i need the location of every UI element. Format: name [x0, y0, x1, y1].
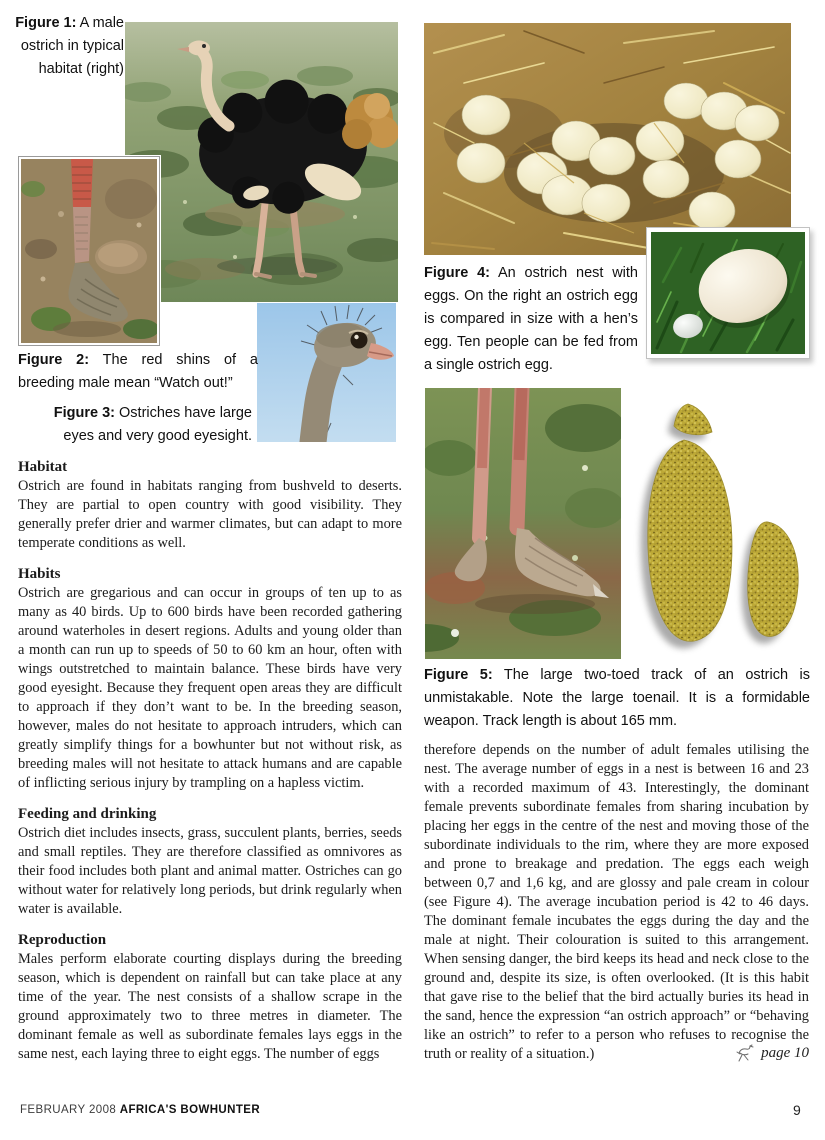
ostrich-in-habitat-illustration — [125, 22, 398, 302]
section-body-reproduction: Males perform elaborate courting displays during the breeding season, which is dependent on rainfall but can take place at any time of the year. The nest consists of a shallow scrape in the ground approximately two to three metres in diameter. The dominant female as well as subordinate females lays eggs in the same nest, each laying three to eight eggs. The number of eggs — [18, 951, 402, 1062]
figure4-photo — [424, 23, 791, 255]
red-shins-illustration — [21, 159, 157, 343]
figure4-caption — [424, 262, 638, 377]
section-heading-habits: Habits — [18, 566, 61, 582]
figure5-track-illustration — [628, 394, 810, 660]
figure5-caption-text: The large two-toed track of an ostrich is unmistakable. Note the large toenail. It is a formidable weapon. Track length is about 165 mm. — [424, 667, 810, 729]
figure2-caption-text: The red shins of a breeding male mean “Watch out!” — [18, 352, 258, 391]
figure3-caption-label: Figure 3: — [53, 405, 115, 421]
figure1-photo — [125, 22, 398, 302]
figure4-caption-label: Figure 4: — [424, 265, 490, 281]
figure5-caption — [424, 664, 810, 733]
continuation-body: therefore depends on the number of adult females utilising the nest. The average number of eggs in a nest is between 16 and 23 with a recorded maximum of 43. Interestingly, the dominant female prevents subordinate females from sharing incubation by placing her eggs in the centre of the nest and moving those of the subordinate individuals to the rim, where they are more exposed and prone to breakage and predation. The eggs each weigh between 0,7 and 1,6 kg, and are glossy and pale cream in colour (see Figure 4). The average incubation period is 42 to 46 days. The dominant female incubates the eggs during the day and the male at night. Their colouration is suited to this arrangement. When sensing danger, the bird keeps its head and neck close to the ground and, despite its size, is often overlooked. (It is this habit that gave rise to the belief that the bird actually buries its head in the sand, hence the expression “an ostrich approach” or “behaving like an ostrich” to refer to a person who refuses to recognise the truth or reality of a situation.) — [424, 742, 809, 1062]
figure4-inset-photo — [646, 227, 810, 359]
section-heading-feeding: Feeding and drinking — [18, 806, 157, 822]
figure2-caption-label: Figure 2: — [18, 352, 90, 368]
two-toed-track-illustration — [628, 394, 810, 660]
ostrich-nest-illustration — [424, 23, 791, 255]
ostrich-head-illustration — [257, 303, 396, 442]
footer — [20, 1104, 260, 1116]
figure2-photo — [18, 156, 160, 346]
egg-comparison-illustration — [651, 232, 805, 354]
figure1-caption — [14, 12, 124, 81]
section-body-habits: Ostrich are gregarious and can occur in groups of ten up to as many as 40 birds. Up to 600 birds have been recorded gathering around waterholes in desert regions. Adults and young older than a month can run up to speeds of 50 to 60 km an hour, often with wings outstretched to maintain balance. These birds have very good eyesight. Because they frequent open areas they are difficult to approach if they don’t want to be. In the breeding season, however, males do not hesitate to approach intruders, which can greatly simplify things for a bowhunter but not without risk, as breeding males will not hesitate to attack humans and are capable of inflicting serious injury by trampling on a hapless victim. — [18, 585, 402, 791]
figure1-caption-label: Figure 1: — [15, 15, 77, 31]
page-number: 9 — [793, 1102, 801, 1118]
jump-line — [424, 1044, 809, 1062]
figure3-caption-text: Ostriches have large eyes and very good eyesight. — [63, 405, 252, 444]
section-heading-habitat: Habitat — [18, 459, 68, 475]
running-ostrich-icon — [734, 1044, 756, 1062]
section-body-habitat: Ostrich are found in habitats ranging from bushveld to deserts. They are partial to open country with good visibility. They generally prefer drier and warmer climates, but can adapt to more temperate conditions as well. — [18, 478, 402, 551]
jump-label: page 10 — [761, 1044, 809, 1061]
ostrich-feet-illustration — [425, 388, 621, 659]
footer-issue: FEBRUARY 2008 — [20, 1104, 120, 1116]
right-text-column — [424, 741, 809, 1064]
figure3-caption — [30, 402, 252, 448]
left-text-column — [18, 458, 402, 1064]
figure2-caption — [18, 349, 258, 395]
figure3-photo — [257, 303, 396, 442]
figure5-caption-label: Figure 5: — [424, 667, 493, 683]
footer-magazine: AFRICA'S BOWHUNTER — [119, 1104, 261, 1116]
figure1-caption-text: A male ostrich in typical habitat (right) — [20, 15, 124, 77]
section-heading-reproduction: Reproduction — [18, 932, 107, 948]
figure4-caption-text: An ostrich nest with eggs. On the right an ostrich egg is compared in size with a hen’s egg. Ten people can be fed from a single ostrich egg. — [424, 265, 638, 373]
section-body-feeding: Ostrich diet includes insects, grass, succulent plants, berries, seeds and small reptiles. They are therefore classified as omnivores as their food includes both plant and animal matter. Ostriches can go without water for relatively long periods, but drink regularly when water is available. — [18, 825, 402, 917]
figure5-feet-photo — [425, 388, 621, 659]
